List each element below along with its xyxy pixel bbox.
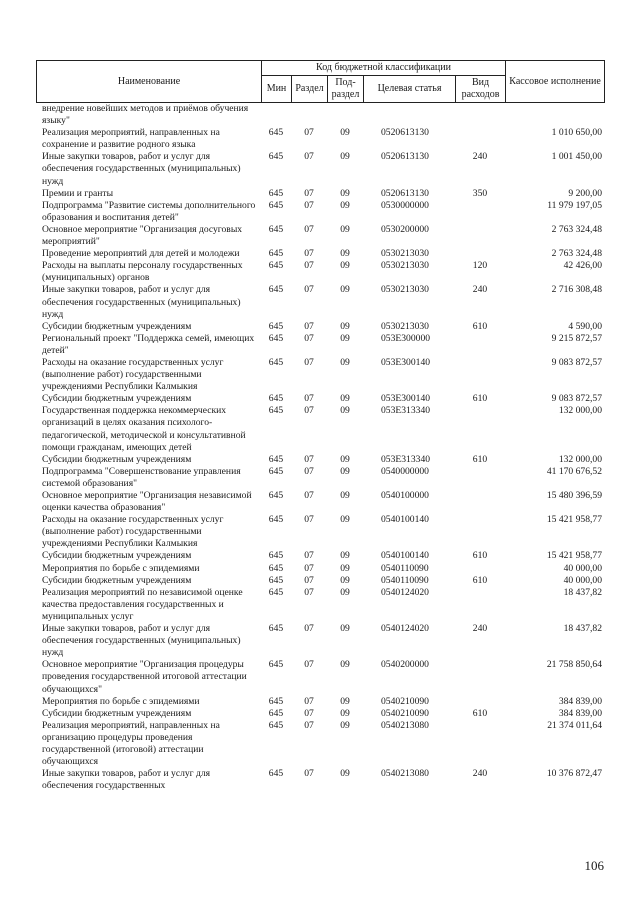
row-podrazdel: 09 [340,453,350,465]
row-celevaya: 0520613130 [381,127,429,139]
row-name: Основное мероприятие "Организация процедуры проведения государственной итоговой аттестации обучающихся" [42,659,247,695]
row-podrazdel: 09 [340,562,350,574]
row-celevaya: 0540213080 [381,768,429,780]
row-vid: 610 [472,707,488,719]
row-vid: 610 [472,453,488,465]
row-min: 645 [268,490,284,501]
header-code-group: Код бюджетной классификации [262,61,506,76]
row-celevaya: 053E300000 [381,332,431,344]
header-name: Наименование [37,61,262,103]
row-vid [455,103,505,127]
row-razdel: 07 [304,320,314,332]
table-row [36,587,604,623]
row-podrazdel [327,103,363,127]
row-vid: 610 [472,550,488,562]
table-row [36,454,604,466]
table-row [36,708,604,720]
row-celevaya: 0540100140 [381,514,429,526]
row-min: 645 [268,248,284,260]
row-celevaya: 0540210090 [381,695,429,707]
row-vid: 610 [472,320,488,332]
row-sum: 384 839,00 [558,707,602,719]
table-row [36,490,604,514]
table-row [36,720,604,768]
row-celevaya: 0530000000 [381,199,429,211]
row-vid [455,357,505,393]
row-razdel: 07 [304,623,314,635]
row-sum: 18 437,82 [563,623,602,635]
table-row [36,357,604,393]
row-vid [455,466,505,490]
row-podrazdel: 09 [340,550,350,562]
row-name: Иные закупки товаров, работ и услуг для обеспечения государственных [42,768,211,792]
row-razdel: 07 [304,187,314,199]
row-min: 645 [268,768,284,780]
row-name: Расходы на оказание государственных услуг (выполнение работ) государственными учреждениями Республики Калмыкия [42,356,224,393]
row-name: Расходы на выплаты персоналу государственных (муниципальных) органов [42,260,243,284]
row-razdel: 07 [304,332,314,344]
row-podrazdel: 09 [340,695,350,707]
row-name: Проведение мероприятий для детей и молодежи [42,248,240,260]
row-celevaya: 0540200000 [381,659,429,671]
table-row [36,260,604,284]
row-vid: 240 [472,151,488,163]
row-name: Мероприятия по борьбе с эпидемиями [42,562,200,574]
row-vid: 240 [472,623,488,635]
row-name: Региональный проект "Поддержка семей, имеющих детей" [42,332,255,356]
row-sum: 9 083 872,57 [551,356,602,368]
row-vid: 240 [472,284,488,296]
row-sum: 2 763 324,48 [551,223,602,235]
row-sum: 11 979 197,05 [547,199,602,211]
row-podrazdel: 09 [340,490,350,501]
row-vid: 610 [472,574,488,586]
row-podrazdel: 09 [340,356,350,368]
row-min: 645 [268,199,284,211]
row-vid [455,563,505,575]
row-min: 645 [268,453,284,465]
table-row [36,284,604,320]
row-vid [455,720,505,768]
row-sum: 384 839,00 [558,695,602,707]
row-min: 645 [268,284,284,296]
row-razdel: 07 [304,562,314,574]
row-min: 645 [268,127,284,139]
row-name: Реализация мероприятий по независимой оценке качества предоставления государственных и муниципальных услуг [42,586,243,622]
row-vid [455,659,505,695]
row-podrazdel: 09 [340,768,350,780]
row-razdel: 07 [304,356,314,368]
row-min: 645 [268,223,284,235]
row-razdel: 07 [304,260,314,272]
row-podrazdel: 09 [340,127,350,139]
row-razdel: 07 [304,490,314,501]
row-vid: 240 [472,768,488,780]
table-header [36,60,605,103]
row-podrazdel: 09 [340,405,350,417]
row-razdel: 07 [304,151,314,163]
row-sum: 21 758 850,64 [546,659,602,671]
row-sum: 2 763 324,48 [551,248,602,260]
row-vid [455,333,505,357]
row-min: 645 [268,332,284,344]
row-celevaya: 0530213030 [381,320,429,332]
row-sum: 1 010 650,00 [551,127,602,139]
row-name: Основное мероприятие "Организация независимой оценки качества образования" [42,490,252,514]
row-sum: 42 426,00 [563,260,602,272]
row-sum: 2 716 308,48 [551,284,602,296]
row-razdel: 07 [304,393,314,405]
row-celevaya: 0530200000 [381,223,429,235]
row-sum: 15 421 958,77 [546,514,602,526]
row-podrazdel: 09 [340,223,350,235]
table-row [36,405,604,453]
row-razdel: 07 [304,574,314,586]
row-sum: 40 000,00 [563,562,602,574]
row-razdel: 07 [304,707,314,719]
row-name: Реализация мероприятий, направленных на сохранение и развитие родного языка [42,127,220,151]
row-celevaya: 0540210090 [381,707,429,719]
row-podrazdel: 09 [340,320,350,332]
row-podrazdel: 09 [340,248,350,260]
row-celevaya: 0540124020 [381,586,429,598]
row-sum: 132 000,00 [558,405,602,417]
row-sum: 4 590,00 [568,320,602,332]
row-min: 645 [268,707,284,719]
row-min: 645 [268,719,284,731]
row-sum: 41 170 676,52 [546,465,602,477]
row-name: Субсидии бюджетным учреждениям [42,393,192,405]
row-podrazdel: 09 [340,719,350,731]
table-row [36,393,604,405]
row-vid [455,405,505,453]
row-razdel: 07 [304,465,314,477]
table-row [36,550,604,562]
row-razdel: 07 [304,284,314,296]
row-vid [455,224,505,248]
row-min: 645 [268,320,284,332]
row-name: Иные закупки товаров, работ и услуг для обеспечения государственных (муниципальных) нужд [42,151,241,187]
row-min: 645 [268,187,284,199]
row-sum: 9 200,00 [568,187,602,199]
row-podrazdel: 09 [340,284,350,296]
row-razdel: 07 [304,719,314,731]
row-name: Субсидии бюджетным учреждениям [42,453,192,465]
row-vid: 350 [472,187,488,199]
row-sum: 10 376 872,47 [546,768,602,780]
row-celevaya: 0520613130 [381,187,429,199]
table-row [36,466,604,490]
row-razdel: 07 [304,550,314,562]
header-razdel: Раздел [292,76,328,103]
row-razdel: 07 [304,199,314,211]
row-podrazdel: 09 [340,151,350,163]
table-row [36,514,604,550]
row-razdel: 07 [304,586,314,598]
table-row [36,224,604,248]
row-razdel: 07 [304,514,314,526]
row-razdel: 07 [304,659,314,671]
table-row [36,659,604,695]
row-sum: 40 000,00 [563,574,602,586]
row-min: 645 [268,562,284,574]
row-min: 645 [268,623,284,635]
row-name: Иные закупки товаров, работ и услуг для обеспечения государственных (муниципальных) нужд [42,623,241,659]
row-min: 645 [268,550,284,562]
row-podrazdel: 09 [340,187,350,199]
row-celevaya: 053E300140 [381,393,431,405]
row-razdel: 07 [304,248,314,260]
row-razdel: 07 [304,223,314,235]
row-celevaya: 053E313340 [381,453,431,465]
row-name: Субсидии бюджетным учреждениям [42,550,192,562]
row-celevaya: 0540213080 [381,719,429,731]
row-vid [455,200,505,224]
row-celevaya: 0540110090 [381,574,429,586]
row-sum: 18 437,82 [563,586,602,598]
table-row [36,248,604,260]
row-razdel: 07 [304,453,314,465]
row-podrazdel: 09 [340,586,350,598]
row-razdel: 07 [304,405,314,417]
row-name: Расходы на оказание государственных услуг (выполнение работ) государственными учреждениями Республики Калмыкия [42,514,224,550]
row-podrazdel: 09 [340,707,350,719]
row-celevaya: 0540100000 [381,490,429,501]
row-min: 645 [268,151,284,163]
row-razdel: 07 [304,127,314,139]
row-min: 645 [268,514,284,526]
row-sum: 15 421 958,77 [546,550,602,562]
row-vid: 120 [472,260,488,272]
row-min: 645 [268,260,284,272]
row-vid [455,490,505,514]
row-vid [455,127,505,151]
row-name: Подпрограмма "Совершенствование управления системой образования" [42,465,241,489]
row-sum: 9 215 872,57 [551,332,602,344]
row-vid: 610 [472,393,488,405]
row-min: 645 [268,393,284,405]
row-celevaya: 0540000000 [381,465,429,477]
row-name: Государственная поддержка некоммерческих организаций в целях оказания психолого-педагогической, методической и консультативной помощи гражданам, имеющих детей [42,405,246,453]
row-min: 645 [268,659,284,671]
row-vid [455,514,505,550]
row-name: Мероприятия по борьбе с эпидемиями [42,695,200,707]
row-celevaya: 0520613130 [381,151,429,163]
row-sum: 9 083 872,57 [551,393,602,405]
table-row [36,563,604,575]
row-sum: 15 480 396,59 [546,490,602,501]
row-podrazdel: 09 [340,659,350,671]
row-celevaya: 053E313340 [381,405,431,417]
row-name: Подпрограмма "Развитие системы дополнительного образования и воспитания детей" [42,199,256,223]
row-name: Иные закупки товаров, работ и услуг для обеспечения государственных (муниципальных) нужд [42,284,241,320]
table-row [36,151,604,187]
page-number: 106 [584,858,604,873]
row-podrazdel: 09 [340,393,350,405]
table-body [36,103,604,792]
row-celevaya: 0540124020 [381,623,429,635]
table-row [36,103,604,127]
row-celevaya: 0530213030 [381,248,429,260]
row-min: 645 [268,574,284,586]
row-sum: 21 374 011,64 [547,719,602,731]
row-vid [455,248,505,260]
row-podrazdel: 09 [340,332,350,344]
table-row [36,575,604,587]
row-name: Субсидии бюджетным учреждениям [42,707,192,719]
table-row [36,200,604,224]
row-celevaya [363,103,455,127]
document-page [36,60,604,792]
row-podrazdel: 09 [340,623,350,635]
row-min: 645 [268,695,284,707]
row-name: Премии и гранты [42,187,114,199]
row-podrazdel: 09 [340,514,350,526]
row-min: 645 [268,586,284,598]
row-min: 645 [268,356,284,368]
header-sum: Кассовое исполнение [506,61,605,103]
row-sum: 132 000,00 [558,453,602,465]
row-name: Реализация мероприятий, направленных на организацию процедуры проведения государственной (итоговой) аттестации обучающихся [42,719,220,768]
table-row [36,188,604,200]
row-celevaya: 053E300140 [381,356,431,368]
row-sum: 1 001 450,00 [551,151,602,163]
row-min [261,103,291,127]
row-podrazdel: 09 [340,574,350,586]
row-vid [455,587,505,623]
row-vid [455,696,505,708]
row-celevaya: 0540100140 [381,550,429,562]
table-row [36,696,604,708]
row-min: 645 [268,405,284,417]
row-min: 645 [268,465,284,477]
row-name: внедрение новейших методов и приёмов обучения языку" [42,103,249,127]
table-row [36,623,604,659]
table-row [36,127,604,151]
row-name: Основное мероприятие "Организация досуговых мероприятий" [42,223,243,248]
row-podrazdel: 09 [340,199,350,211]
row-podrazdel: 09 [340,260,350,272]
row-celevaya: 0540110090 [381,562,429,574]
row-razdel [291,103,327,127]
row-name: Субсидии бюджетным учреждениям [42,320,192,332]
header-podrazdel: Под-раздел [328,76,364,103]
row-sum [505,103,604,127]
table-row [36,321,604,333]
table-row [36,333,604,357]
header-celevaya: Целевая статья [364,76,456,103]
row-podrazdel: 09 [340,465,350,477]
row-razdel: 07 [304,768,314,780]
header-vid: Вид расходов [456,76,506,103]
header-min: Мин [262,76,292,103]
row-celevaya: 0530213030 [381,260,429,272]
row-celevaya: 0530213030 [381,284,429,296]
table-row [36,768,604,792]
row-name: Субсидии бюджетным учреждениям [42,574,192,586]
row-razdel: 07 [304,695,314,707]
